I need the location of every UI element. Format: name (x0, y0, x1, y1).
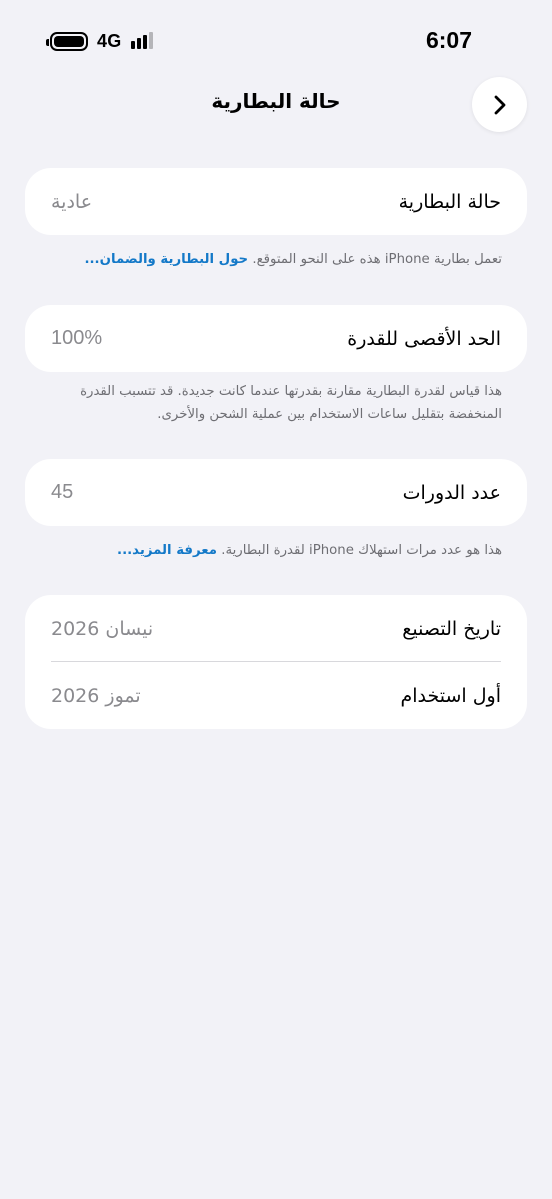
chevron-right-icon (489, 94, 511, 116)
battery-condition-value: عادية (51, 190, 93, 213)
manufacture-date-row (25, 595, 527, 662)
back-button[interactable] (472, 77, 527, 132)
first-use-row (25, 662, 527, 729)
max-capacity-card (25, 305, 527, 372)
page-title: حالة البطارية (211, 89, 341, 113)
battery-condition-label: حالة البطارية (398, 190, 501, 213)
max-capacity-row (25, 305, 527, 372)
status-indicators (50, 30, 155, 52)
cycle-count-note-text: هذا هو عدد مرات استهلاك iPhone لقدرة البطارية. (221, 543, 502, 558)
cycle-count-note (52, 539, 502, 562)
signal-bar (131, 41, 135, 49)
manufacture-date-value: نيسان 2026 (51, 617, 154, 640)
max-capacity-label: الحد الأقصى للقدرة (347, 327, 501, 350)
cycle-count-label: عدد الدورات (402, 481, 501, 504)
cycle-count-card (25, 459, 527, 526)
battery-condition-card (25, 168, 527, 235)
battery-level-fill (54, 36, 84, 47)
status-time: 6:07 (425, 27, 472, 53)
signal-bar (143, 35, 147, 49)
status-bar (0, 0, 552, 80)
first-use-value: تموز 2026 (51, 684, 141, 707)
battery-tip (46, 39, 49, 46)
battery-icon (50, 32, 88, 51)
max-capacity-note: هذا قياس لقدرة البطارية مقارنة بقدرتها عندما كانت جديدة. قد تتسبب القدرة المنخفضة بتقليل ساعات الاستخدام بين عملية الشحن والأخرى. (80, 384, 502, 422)
battery-condition-note-text: تعمل بطارية iPhone هذه على النحو المتوقع. (252, 252, 502, 267)
dates-card (25, 595, 527, 729)
learn-more-link[interactable]: معرفة المزيد... (117, 543, 217, 558)
cellular-signal-icon (131, 33, 155, 49)
battery-condition-note (52, 248, 502, 271)
first-use-label: أول استخدام (400, 684, 501, 707)
cycle-count-value: 45 (51, 481, 74, 503)
network-type: 4G (97, 30, 122, 51)
battery-condition-row[interactable] (25, 168, 527, 235)
signal-bar (137, 38, 141, 49)
battery-warranty-link[interactable]: حول البطارية والضمان... (84, 252, 249, 267)
manufacture-date-label: تاريخ التصنيع (402, 617, 501, 640)
max-capacity-value: 100% (51, 327, 103, 349)
cycle-count-row (25, 459, 527, 526)
signal-bar (149, 32, 153, 49)
